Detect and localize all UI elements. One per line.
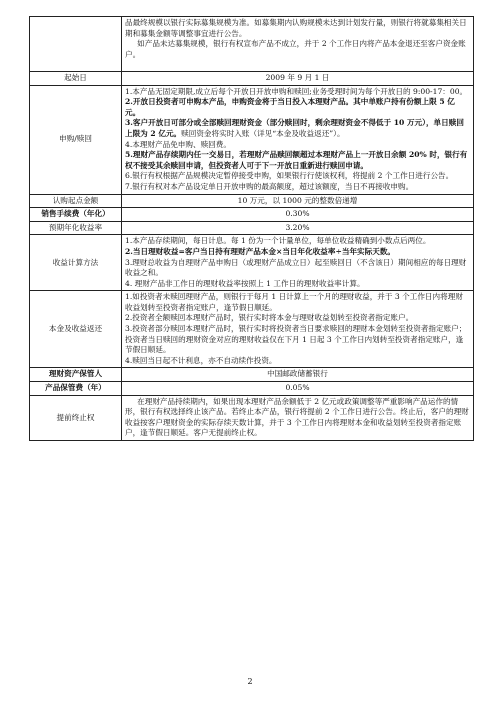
early-termination-cell xyxy=(122,395,474,440)
purchase-rule: 7.银行有权对本产品设定单日开放申购的最高额度，超过该额度，当日不再接收申购。 xyxy=(125,181,414,191)
purchase-rule-bold: 3.客户开放日可部分或全部赎回理财资金（部分赎回时，剩余理财资金不得低于 10 万元），单日赎回上限为 2 亿元。 xyxy=(125,118,464,138)
income-rule: 2.当日理财收益=客户当日持有理财产品本金×当日年化收益率÷当年实际天数。 xyxy=(125,246,396,256)
scale-note-paragraph: 如产品未达募集规模，银行有权宣布产品不成立，并于 2 个工作日内将产品本金退还至客户资金账户。 xyxy=(125,39,466,59)
row-purchase-redeem xyxy=(30,85,474,194)
row-min-amount xyxy=(30,194,474,208)
min-amount-value: 10 万元，以 1000 元的整数倍递增 xyxy=(122,194,474,208)
row-start-date xyxy=(30,72,474,86)
sales-fee-label: 销售手续费（年化） xyxy=(30,208,122,222)
page-number: 2 xyxy=(247,677,253,686)
custody-fee-label: 产品保管费（年） xyxy=(30,382,122,396)
income-rule: 3.理财总收益为自理财产品申购日（或理财产品成立日）起至赎回日（不含该日）期间相应的每日理财收益之和。 xyxy=(125,257,467,278)
expected-rate-label: 预期年化收益率 xyxy=(30,221,122,235)
purchase-rule: 4.本理财产品免申购、赎回费。 xyxy=(125,139,231,149)
purchase-rule: 5.理财产品存续期内任一交易日，若理财产品赎回额超过本理财产品上一开放日余额 20% 时，银行有权不接受其余赎回申请，但投资者人可于下一开放日重新进行赎回申请。 xyxy=(125,150,468,170)
principal-return-label: 本金及收益返还 xyxy=(30,291,122,368)
purchase-rule-tail: 赎回资金将实时入账（详见“本金及收益返还”）。 xyxy=(181,128,345,138)
return-rule: 1.如投资者未赎回理财产品，则银行于每月 1 日计算上一个月的理财收益，并于 3 个工作日内将理财收益划转至投资者指定账户，逢节假日顺延。 xyxy=(125,292,463,312)
row-label-empty xyxy=(30,17,122,72)
early-termination-paragraph: 在理财产品持续期内，如果出现本理财产品余额低于 2 亿元或政策调整等严重影响产品运作的情形，银行有权选择终止该产品。若终止本产品，银行将提前 2 个工作日进行公告。终止后，客户的理财收益按客户理财资金的实际存续天数计算，并于 3 个工作日内将理财本金和收益划转至投资者指定账户，逢节假日顺延。客户无提前终止权。 xyxy=(125,396,469,438)
row-income-calc xyxy=(30,235,474,291)
custodian-value: 中国邮政储蓄银行 xyxy=(122,368,474,382)
custody-fee-value: 0.05% xyxy=(122,382,474,396)
expected-rate-value: 3.20% xyxy=(122,221,474,235)
income-rule: 1.本产品存续期间，每日计息。每 1 份为一个计量单位，每单位收益精确到小数点后两位。 xyxy=(125,236,431,246)
purchase-rule xyxy=(125,118,470,139)
purchase-rule: 2.开放日投资者可申购本产品，申购资金将于当日投入本理财产品。其中单账户持有份额上限 5 亿元。 xyxy=(125,97,455,117)
row-custodian xyxy=(30,368,474,382)
income-calc-cell xyxy=(122,235,474,291)
sales-fee-value: 0.30% xyxy=(122,208,474,222)
principal-return-cell xyxy=(122,291,474,368)
income-rule: 4. 理财产品非工作日的理财收益率按照上 1 工作日的理财收益率计算。 xyxy=(125,278,365,288)
return-rule: 2.投资者全额赎回本理财产品时，银行实时将本金与理财收益划转至投资者指定账户。 xyxy=(125,313,414,323)
scale-note-paragraph: 品最终规模以银行实际募集规模为准。如募集期内认购规模未达到计划发行量，则银行将就募集相关日期和募集金额等调整事宜进行公告。 xyxy=(125,18,467,38)
purchase-redeem-label: 申购/赎回 xyxy=(30,85,122,194)
return-rule: 3.投资者部分赎回本理财产品时，银行实时将投资者当日要求赎回的理财本金划转至投资者指定账户；投资者当日赎回的理财资金对应的理财收益仅在下月 1 日起 3 个工作日内划转至投资者指定账户，逢节假日顺延。 xyxy=(125,324,467,355)
row-early-termination xyxy=(30,395,474,440)
document-page xyxy=(29,16,473,441)
start-date-value: 2009 年 9 月 1 日 xyxy=(122,72,474,86)
scale-note-cell xyxy=(122,17,474,72)
return-rule: 4.赎回当日起不计利息，亦不自动续作投资。 xyxy=(125,355,277,365)
early-termination-label: 提前终止权 xyxy=(30,395,122,440)
row-custody-fee xyxy=(30,382,474,396)
row-expected-rate xyxy=(30,221,474,235)
row-principal-return xyxy=(30,291,474,368)
purchase-rule: 1.本产品无固定期限,成立后每个开放日开放申购和赎回;业务受理时间为每个开放日的 9:00-17：00。 xyxy=(125,86,468,96)
row-sales-fee xyxy=(30,208,474,222)
purchase-rule: 6.银行有权根据产品规模决定暂停接受申购，如果银行行使该权利，将提前 2 个工作日进行公告。 xyxy=(125,171,454,181)
income-calc-label: 收益计算方法 xyxy=(30,235,122,291)
min-amount-label: 认购起点金额 xyxy=(30,194,122,208)
purchase-redeem-cell xyxy=(122,85,474,194)
start-date-label: 起始日 xyxy=(30,72,122,86)
product-terms-table xyxy=(29,16,474,441)
row-scale-note xyxy=(30,17,474,72)
custodian-label: 理财资产保管人 xyxy=(30,368,122,382)
